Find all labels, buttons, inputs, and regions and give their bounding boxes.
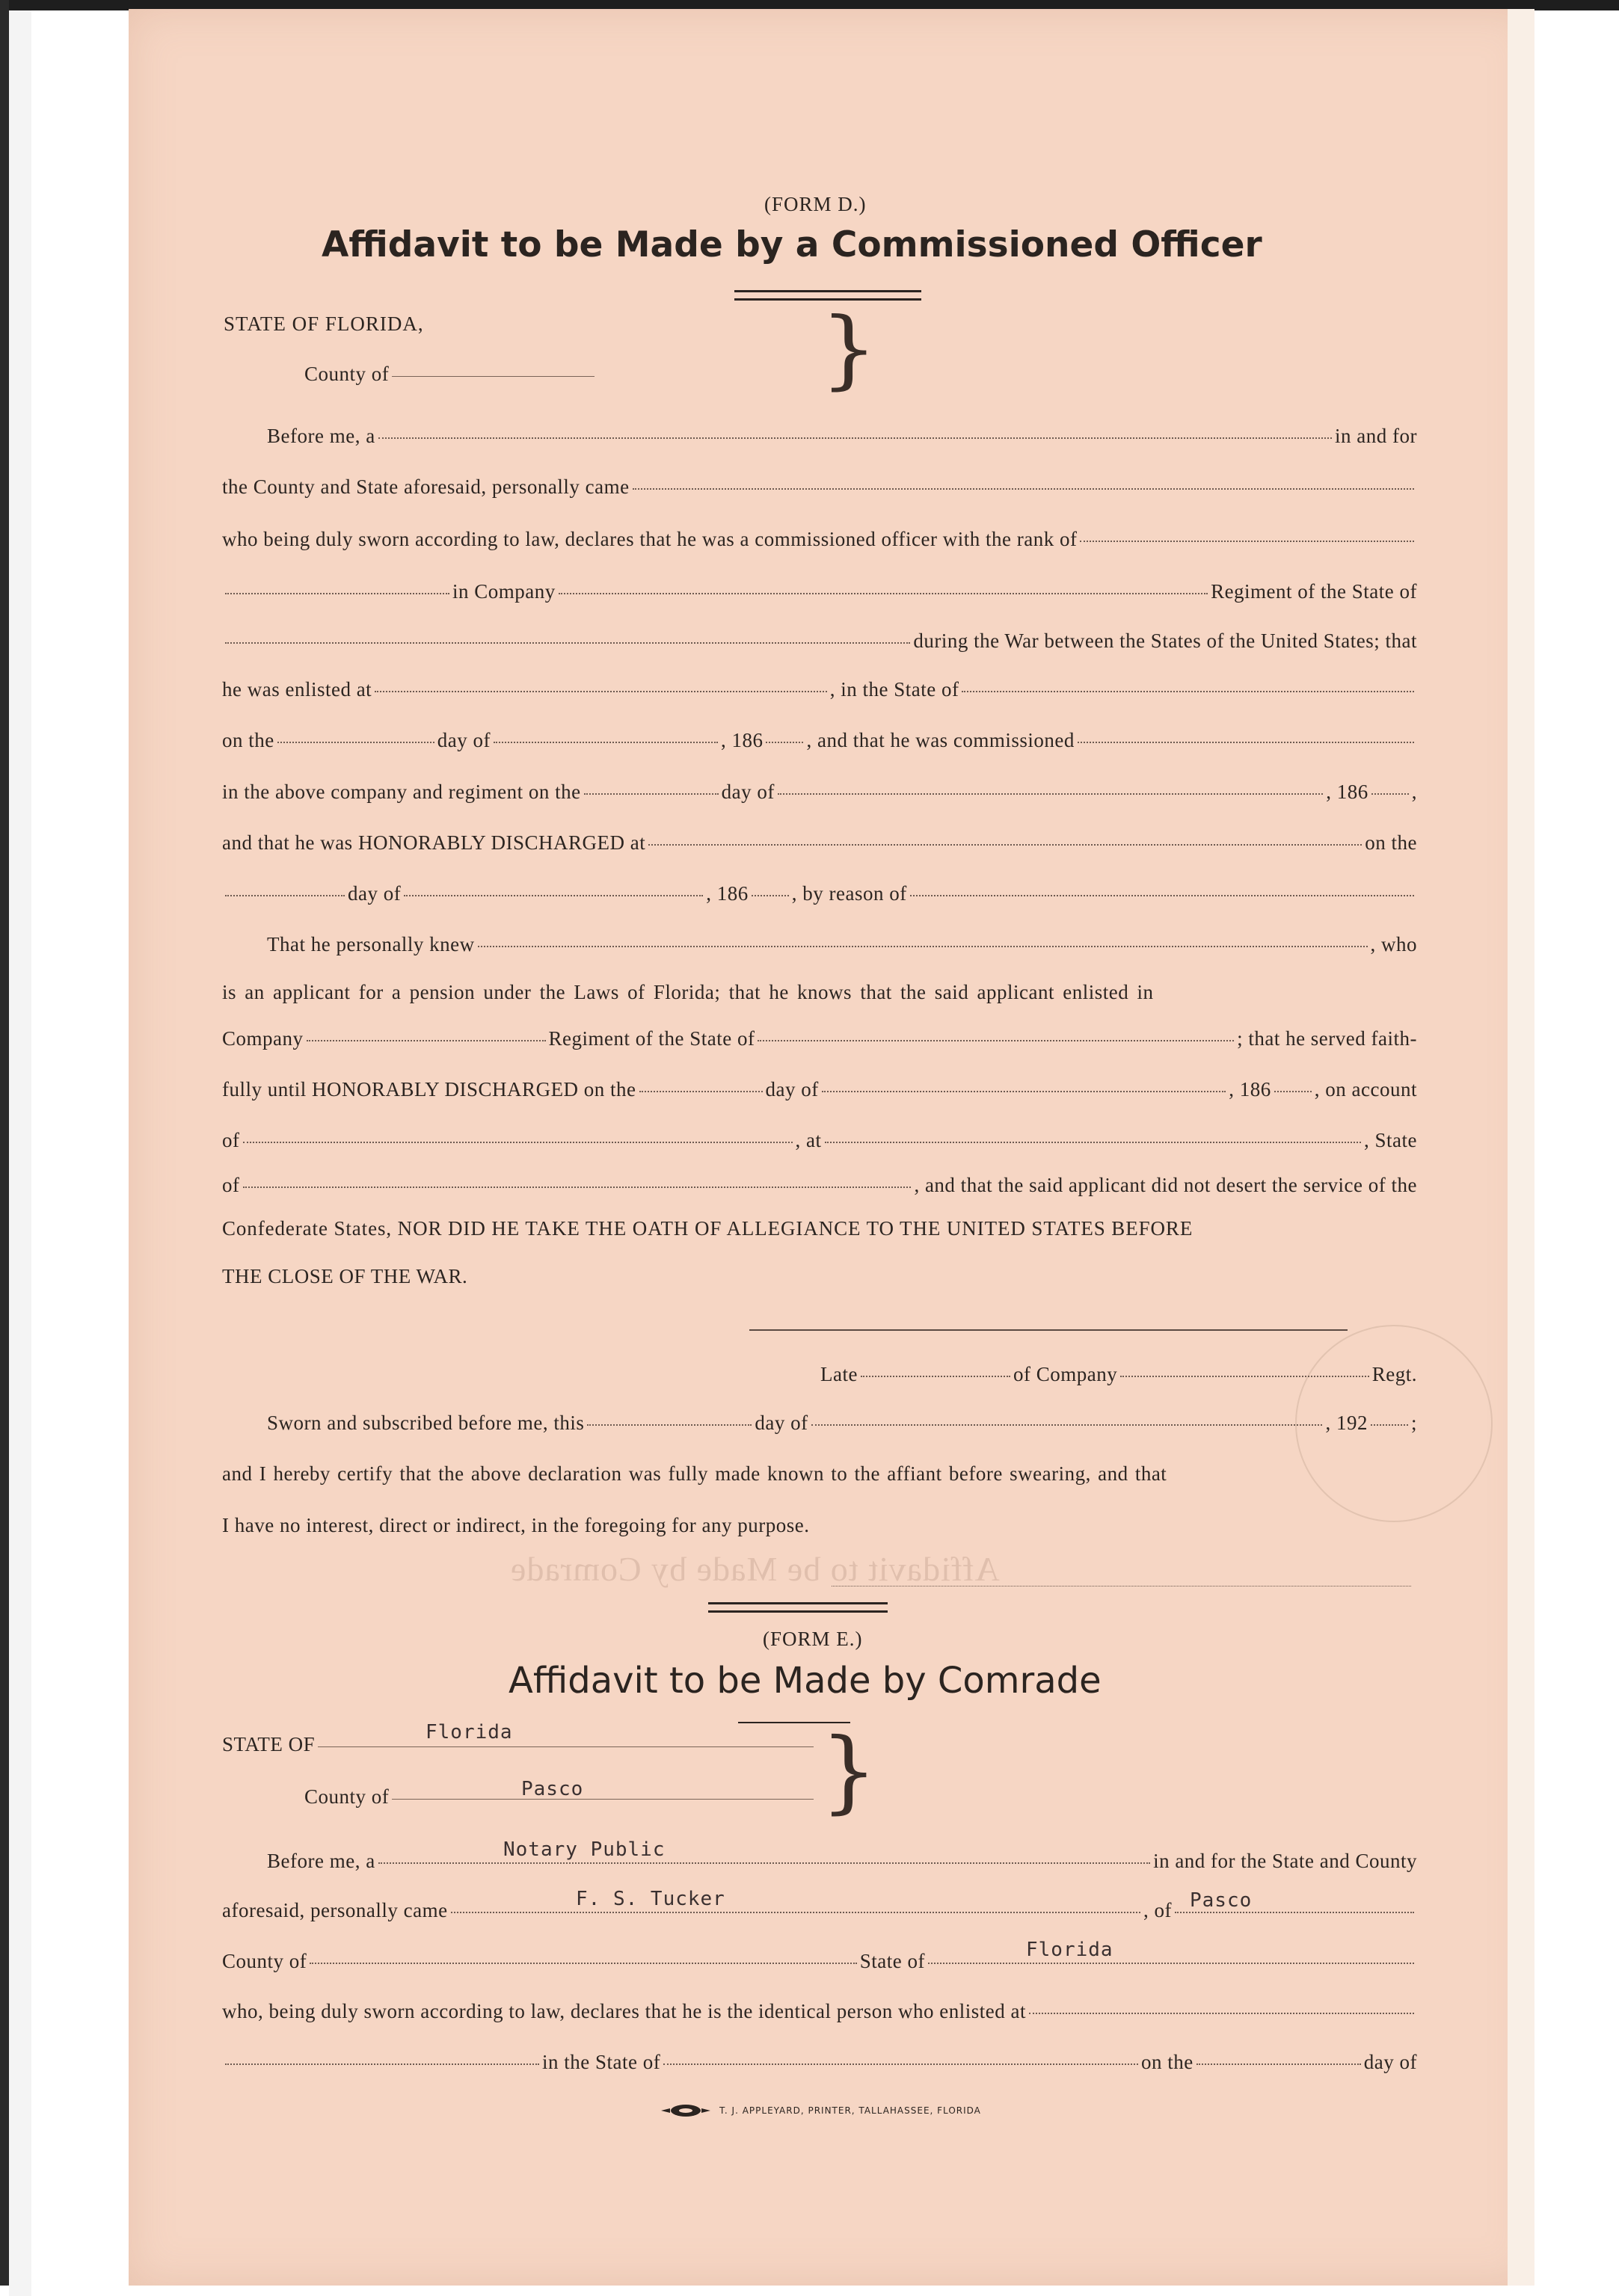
text: of — [222, 1129, 240, 1151]
blank-enlisted-at[interactable] — [1029, 2013, 1414, 2014]
text: who, being duly sworn according to law, declares that he is the identical person who enlisted at — [222, 2000, 1026, 2022]
text: and I hereby certify that the above declaration was fully made known to the affiant before swearing, and that — [222, 1462, 1167, 1485]
text: on the — [222, 729, 274, 751]
text: who being duly sworn according to law, declares that he was a commissioned officer with the rank of — [222, 528, 1078, 550]
printer-name: T. J. APPLEYARD, PRINTER, TALLAHASSEE, FLORIDA — [719, 2105, 981, 2116]
form-d-line-11 — [222, 933, 1417, 956]
text: Regt. — [1371, 1363, 1417, 1385]
form-d-line-22 — [222, 1514, 1417, 1537]
text: , State — [1364, 1129, 1417, 1151]
printer-imprint — [660, 2102, 981, 2119]
text: , by reason of — [791, 882, 907, 905]
text: in the State of — [542, 2051, 661, 2073]
text: fully until HONORABLY DISCHARGED on the — [222, 1078, 636, 1101]
text: , 186 — [720, 729, 764, 751]
text: , of — [1143, 1899, 1172, 1921]
blank-month[interactable] — [822, 1091, 1226, 1092]
text: , 192 — [1325, 1412, 1368, 1434]
blank-company[interactable] — [307, 1040, 546, 1041]
signature-line[interactable] — [749, 1329, 1348, 1331]
blank-year[interactable] — [1371, 793, 1409, 795]
text: Confederate States, NOR DID HE TAKE THE OATH OF ALLEGIANCE TO THE UNITED STATES BEFORE — [222, 1217, 1193, 1240]
text: , at — [795, 1129, 822, 1151]
form-d-line-5 — [222, 630, 1417, 653]
blank-state[interactable] — [663, 2063, 1138, 2065]
blank-commissioned[interactable] — [1078, 742, 1414, 743]
blank-affiant-name[interactable] — [451, 1912, 1140, 1913]
blank-state[interactable] — [928, 1963, 1414, 1964]
text: County of — [304, 1785, 390, 1808]
text: , in the State of — [829, 678, 959, 701]
paper-edge — [1508, 9, 1534, 2286]
text: Before me, a — [267, 1850, 375, 1872]
form-e-county-value: Pasco — [521, 1778, 584, 1800]
printer-ornament-icon — [660, 2102, 712, 2119]
blank-day[interactable] — [584, 793, 719, 795]
blank-rank[interactable] — [1080, 541, 1414, 542]
text: in Company — [452, 580, 556, 603]
text: the County and State aforesaid, personally came — [222, 475, 630, 498]
blank-discharged-at[interactable] — [648, 844, 1362, 846]
text: , 186 — [1326, 781, 1368, 803]
form-e-title: Affidavit to be Made by Comrade — [509, 1660, 1102, 1702]
form-d-county-line — [304, 363, 597, 386]
blank-day[interactable] — [277, 742, 434, 743]
blank-year[interactable] — [752, 895, 789, 896]
form-e-top-rule — [708, 1602, 888, 1613]
form-e-line-5 — [222, 2051, 1417, 2074]
blank-month[interactable] — [778, 793, 1323, 795]
form-d-line-4 — [222, 580, 1417, 603]
blank-place[interactable] — [225, 2063, 539, 2065]
form-d-line-17 — [222, 1217, 1417, 1240]
blank-state[interactable] — [225, 642, 910, 644]
blank-late[interactable] — [861, 1376, 1010, 1377]
form-e-affiant-value: F. S. Tucker — [576, 1888, 725, 1910]
text: , 186 — [1229, 1078, 1271, 1101]
form-d-line-9 — [222, 831, 1417, 855]
blank-month[interactable] — [404, 895, 703, 896]
form-d-line-12 — [222, 981, 1417, 1004]
form-e-officer-value: Notary Public — [503, 1838, 666, 1861]
form-d-county-blank[interactable] — [392, 376, 595, 377]
text: , — [1411, 781, 1417, 803]
text: day of — [437, 729, 491, 751]
text: , and that the said applicant did not desert the service of the — [914, 1174, 1417, 1196]
text: aforesaid, personally came — [222, 1899, 448, 1921]
text: is an applicant for a pension under the Laws of Florida; that he knows that the said applicant enlisted in — [222, 981, 1154, 1003]
form-d-line-3 — [222, 528, 1417, 551]
blank-enlisted-at[interactable] — [375, 691, 827, 692]
blank-officer-title[interactable] — [378, 1862, 1150, 1864]
form-d-line-18 — [222, 1265, 1417, 1288]
text: day of — [765, 1078, 819, 1101]
blank-day[interactable] — [1196, 2063, 1361, 2065]
blank-county[interactable] — [310, 1963, 857, 1964]
form-e-line-1 — [222, 1850, 1417, 1873]
brace-icon: } — [820, 1720, 878, 1823]
form-d-line-21 — [222, 1462, 1417, 1486]
form-e-state-blank[interactable] — [318, 1746, 814, 1747]
text: That he personally knew — [267, 933, 475, 955]
form-e-state-of-value: Florida — [1026, 1939, 1113, 1961]
blank-at[interactable] — [825, 1142, 1362, 1143]
form-e-state-value: Florida — [426, 1721, 513, 1743]
blank-company[interactable] — [1120, 1376, 1369, 1377]
text: , who — [1370, 933, 1417, 955]
blank-reason[interactable] — [910, 895, 1414, 896]
text: ; — [1410, 1412, 1417, 1434]
text: day of — [721, 781, 775, 803]
form-d-line-10 — [222, 882, 1417, 905]
text: ; that he served faith- — [1237, 1027, 1417, 1050]
blank-year[interactable] — [1371, 1424, 1408, 1426]
blank-state[interactable] — [243, 1187, 912, 1188]
text: day of — [348, 882, 402, 905]
blank-affiant-name[interactable] — [633, 488, 1414, 490]
form-d-line-16 — [222, 1174, 1417, 1197]
text: , on account — [1314, 1078, 1417, 1101]
text: Company — [222, 1027, 304, 1050]
form-d-state: STATE OF FLORIDA, — [224, 313, 424, 335]
blank-account[interactable] — [243, 1142, 793, 1143]
text: Late — [820, 1363, 858, 1385]
text: THE CLOSE OF THE WAR. — [222, 1265, 468, 1287]
form-d-line-19 — [820, 1363, 1417, 1386]
form-d-county-label: County of — [304, 363, 390, 385]
text: STATE OF — [222, 1733, 316, 1755]
text: Sworn and subscribed before me, this — [267, 1412, 585, 1434]
form-d-title: Affidavit to be Made by a Commissioned Officer — [322, 224, 1262, 265]
text: in the above company and regiment on the — [222, 781, 581, 803]
form-d-line-13 — [222, 1027, 1417, 1050]
brace-icon: } — [820, 300, 878, 399]
blank-month[interactable] — [494, 742, 718, 743]
text: day of — [1363, 2051, 1417, 2073]
blank-rank-cont[interactable] — [225, 593, 449, 594]
blank-officer-title[interactable] — [378, 437, 1332, 439]
form-d-line-14 — [222, 1078, 1417, 1101]
form-d-label: (FORM D.) — [764, 193, 867, 215]
form-e-county-blank[interactable] — [392, 1799, 814, 1800]
blank-applicant[interactable] — [478, 946, 1368, 947]
text: Regiment of the State of — [1211, 580, 1417, 603]
form-e-line-3 — [222, 1950, 1417, 1973]
text: I have no interest, direct or indirect, in the foregoing for any purpose. — [222, 1514, 810, 1536]
text: State of — [859, 1950, 925, 1972]
form-e-state-line — [222, 1733, 817, 1756]
text: Regiment of the State of — [548, 1027, 755, 1050]
text: and that he was HONORABLY DISCHARGED at — [222, 831, 646, 854]
text: in and for the State and County — [1153, 1850, 1417, 1872]
form-e-label: (FORM E.) — [763, 1628, 863, 1650]
form-e-line-4 — [222, 2000, 1417, 2023]
text: , and that he was commissioned — [806, 729, 1075, 751]
blank-company[interactable] — [559, 593, 1208, 594]
text: in and for — [1335, 425, 1417, 447]
form-d-line-6 — [222, 678, 1417, 701]
text: of Company — [1013, 1363, 1118, 1385]
blank-day[interactable] — [225, 895, 345, 896]
blank-day[interactable] — [587, 1424, 752, 1426]
text: County of — [222, 1950, 307, 1972]
text: on the — [1365, 831, 1417, 854]
blank-enlisted-state[interactable] — [962, 691, 1414, 692]
scan-frame-left — [0, 0, 9, 2286]
form-e-of-value: Pasco — [1190, 1889, 1253, 1912]
text: on the — [1141, 2051, 1193, 2073]
blank-of[interactable] — [1175, 1912, 1414, 1913]
text: , 186 — [706, 882, 749, 905]
form-d-line-8 — [222, 781, 1417, 804]
form-d-line-2 — [222, 475, 1417, 499]
bleed-through-title: Affidavit to be Made by Comrade — [510, 1550, 1000, 1588]
form-d-line-15 — [222, 1129, 1417, 1152]
text: he was enlisted at — [222, 678, 372, 701]
text: of — [222, 1174, 240, 1196]
scan-frame-margin — [9, 10, 31, 2296]
blank-year[interactable] — [766, 742, 803, 743]
form-d-line-20 — [222, 1412, 1417, 1435]
form-d-line-1 — [222, 425, 1417, 448]
form-d-title-rule — [734, 290, 921, 301]
text: day of — [755, 1412, 808, 1434]
blank-day[interactable] — [639, 1091, 763, 1092]
blank-year[interactable] — [1274, 1091, 1312, 1092]
text: Before me, a — [267, 425, 375, 447]
text: during the War between the States of the United States; that — [913, 630, 1417, 652]
blank-state[interactable] — [758, 1040, 1234, 1041]
form-d-line-7 — [222, 729, 1417, 752]
blank-month[interactable] — [811, 1424, 1323, 1426]
